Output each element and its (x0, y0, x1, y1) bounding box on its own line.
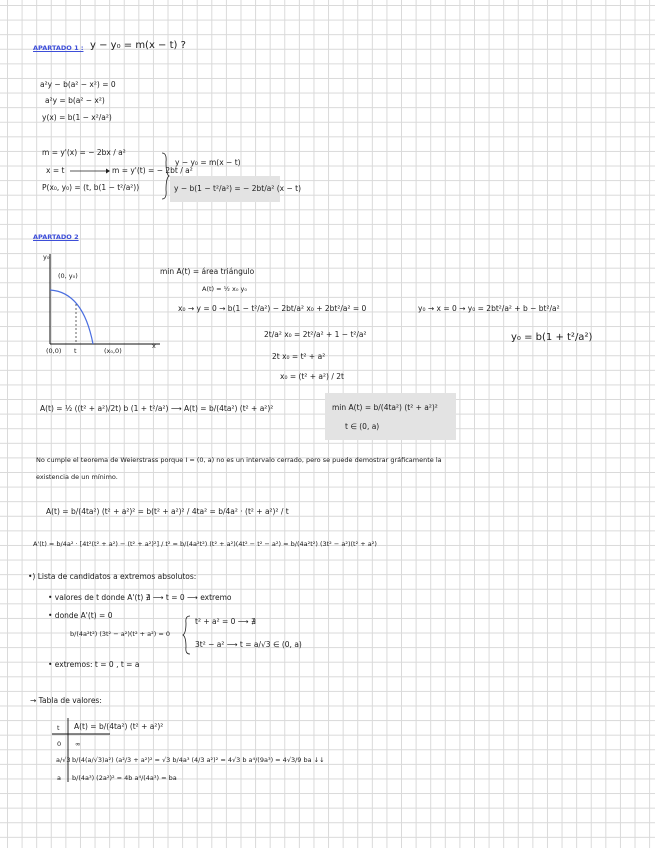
tangent-general: y − y₀ = m(x − t) (175, 158, 241, 167)
origin-label: (0,0) (46, 347, 62, 355)
section2-title: APARTADO 2 (33, 233, 79, 241)
area-derivative: A'(t) = b/4a² · [4t²(t² + a²) − (t² + a²)²] / t² = b/(4a²t²) (t² + a²)(4t² − t² − a²) = b/(4a²t²) (3t² − a²)(t² + a²) (33, 540, 377, 548)
area-formula: A(t) = ½ x₀ y₀ (202, 285, 247, 293)
eq1: a²y − b(a² − x²) = 0 (40, 80, 116, 89)
point-right-label: (x₀,0) (104, 347, 122, 355)
x0-step2: 2t x₀ = t² + a² (272, 352, 326, 361)
brace-icon-2 (182, 615, 192, 655)
weierstrass-line1: No cumple el teorema de Weierstrass porque I = (0, a) no es un intervalo cerrado, pero se puede demostrar gráficamente la (36, 456, 442, 464)
eq2: a²y = b(a² − x²) (45, 96, 105, 105)
table-row-t: a/√3 (56, 756, 71, 764)
table-header-t: t (57, 724, 60, 732)
x-axis-label: x (152, 342, 156, 350)
tangent-equation: y − b(1 − t²/a²) = − 2bt/a² (x − t) (174, 184, 301, 193)
x0-derivation: x₀ → y = 0 → b(1 − t²/a²) − 2bt/a² x₀ + 2bt²/a² = 0 (178, 304, 367, 313)
branch2: 3t² − a² ⟶ t = a/√3 ∈ (0, a) (195, 640, 302, 649)
x0-step1: 2t/a² x₀ = 2t²/a² + 1 − t²/a² (264, 330, 367, 339)
table-header-a: A(t) = b/(4ta²) (t² + a²)² (74, 722, 164, 731)
section1-question: y − y₀ = m(x − t) ? (90, 40, 186, 51)
min-box-line1: min A(t) = b/(4ta²) (t² + a²)² (332, 403, 438, 412)
arrow-icon (70, 168, 110, 174)
candidates-heading: •) Lista de candidatos a extremos absolutos: (28, 572, 197, 581)
section1-title: APARTADO 1 : (33, 44, 84, 52)
weierstrass-line2: existencia de un mínimo. (36, 473, 118, 481)
min-box-line2: t ∈ (0, a) (345, 422, 380, 431)
table-heading: → Tabla de valores: (30, 696, 102, 705)
area-expression: A(t) = ½ ((t² + a²)/2t) b (1 + t²/a²) ⟶ A(t) = b/(4ta²) (t² + a²)² (40, 404, 274, 413)
branch1: t² + a² = 0 ⟶ ∄ (195, 617, 256, 626)
point-p: P(x₀, y₀) = (t, b(1 − t²/a²)) (42, 183, 140, 192)
candidate-item1: • valores de t donde A'(t) ∄ ⟶ t = 0 ⟶ extremo (48, 593, 232, 602)
candidate-item3: • extremos: t = 0 , t = a (48, 660, 140, 669)
eq3: y(x) = b(1 − x²/a²) (42, 113, 112, 122)
brace-icon (160, 152, 170, 200)
table-row-a: b/(4(a/√3)a²) (a²/3 + a²)² = √3 b/4a³ (4/3 a²)² = 4√3 b a⁴/(9a³) = 4√3/9 ba ↓↓ (72, 756, 325, 764)
t-label: t (74, 347, 77, 355)
y0-result: y₀ = b(1 + t²/a²) (511, 332, 593, 343)
min-highlight (325, 393, 456, 440)
slope-at-t: m = y'(t) = − 2bt / a² (112, 166, 193, 175)
table-row-t: 0 (57, 740, 62, 748)
x0-step3: x₀ = (t² + a²) / 2t (280, 372, 344, 381)
table-row-a: ∞ (75, 740, 81, 748)
y-axis-label: y₀ (43, 253, 50, 261)
table-row-a: b/(4a³) (2a²)² = 4b a⁴/(4a³) = ba (72, 774, 177, 782)
candidate-item2: • donde A'(t) = 0 (48, 611, 113, 620)
area-rewrite: A(t) = b/(4ta²) (t² + a²)² = b(t² + a²)² / 4ta² = b/4a² · (t² + a²)² / t (46, 507, 289, 516)
x-equals-t: x = t (46, 166, 65, 175)
point-top-label: (0, y₀) (58, 272, 78, 280)
y0-derivation: y₀ → x = 0 → y₀ = 2bt²/a² + b − bt²/a² (418, 304, 560, 313)
table-row-t: a (57, 774, 61, 782)
min-area-statement: min A(t) = área triángulo (160, 267, 255, 276)
triangle-graph (38, 252, 163, 352)
slope-eq: m = y'(x) = − 2bx / a² (42, 148, 126, 157)
candidate-item2-eq: b/(4a²t²) (3t² − a²)(t² + a²) = 0 (70, 630, 170, 638)
